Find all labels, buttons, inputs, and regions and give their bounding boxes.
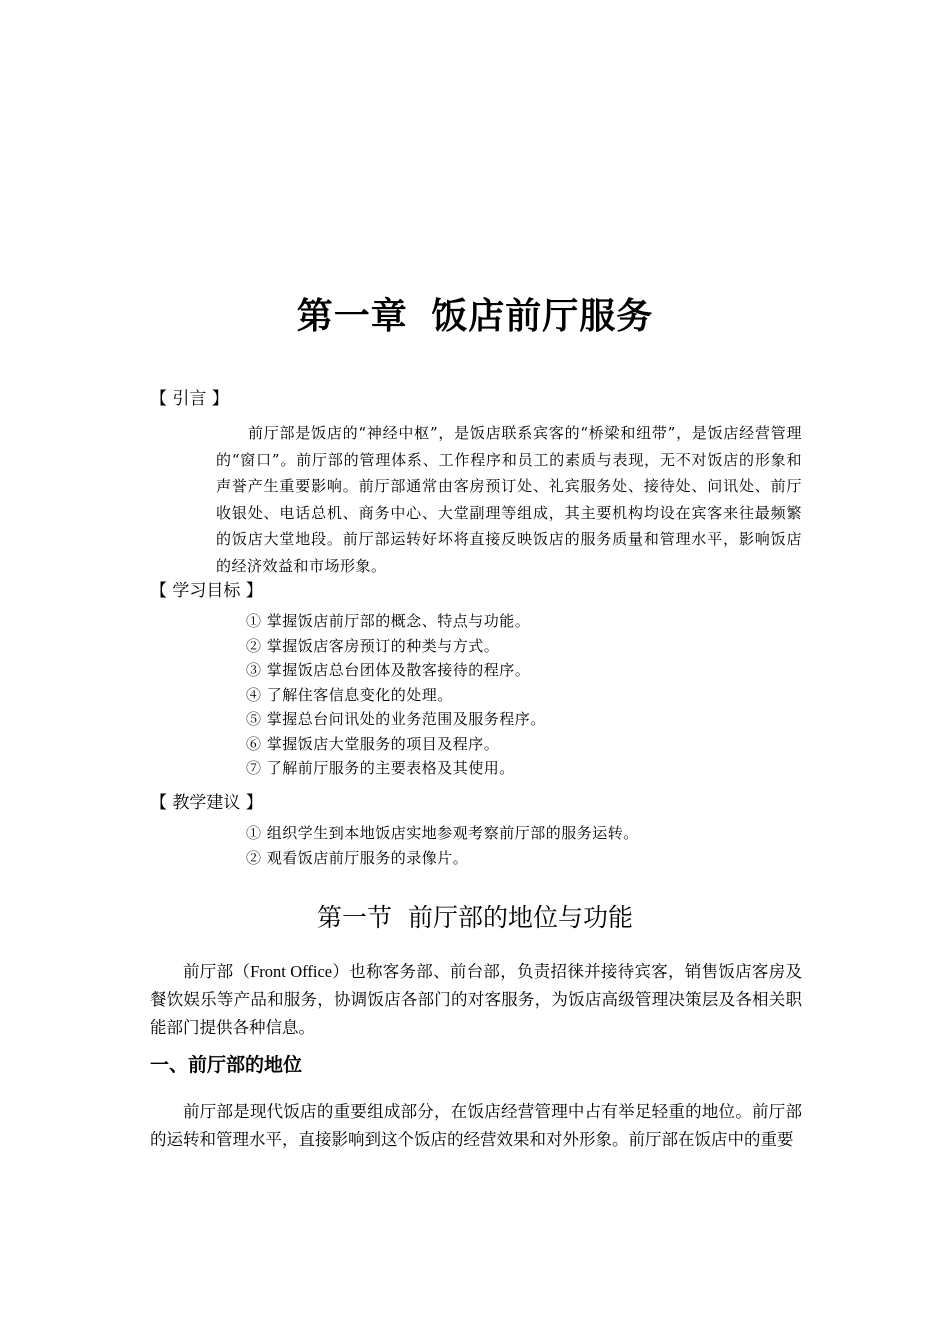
subsection-paragraph: 前厅部是现代饭店的重要组成部分，在饭店经营管理中占有举足轻重的地位。前厅部的运转和管理水平，直接影响到这个饭店的经营效果和对外形象。前厅部在饭店中的重要 xyxy=(150,1102,802,1149)
suggestion-item: ② 观看饭店前厅服务的录像片。 xyxy=(246,848,469,867)
suggestion-item: ① 组织学生到本地饭店实地参观考察前厅部的服务运转。 xyxy=(246,824,639,842)
intro-paragraph: 前厅部是饭店的“神经中枢”，是饭店联系宾客的“桥梁和纽带”，是饭店经营管理的“窗口”。前厅部的管理体系、工作程序和员工的素质与表现，无不对饭店的形象和声誉产生重要影响。前厅部通常由客房预订处、礼宾服务处、接待处、问讯处、前厅收银处、电话总机、商务中心、大堂副理等组成，其主要机构均设在宾客来往最频繁的饭店大堂地段。前厅部运转好坏将直接反映饭店的服务质量和管理水平，影响饭店的经济效益和市场形象。 xyxy=(216,424,802,575)
objectives-heading: 【 学习目标 】 xyxy=(150,581,263,601)
objectives-list xyxy=(246,609,546,781)
objective-item: ⑦ 了解前厅服务的主要表格及其使用。 xyxy=(246,759,515,777)
objective-item: ② 掌握饭店客房预订的种类与方式。 xyxy=(246,636,500,655)
section-title: 第一节 前厅部的地位与功能 xyxy=(317,903,633,932)
objective-item: ③ 掌握饭店总台团体及散客接待的程序。 xyxy=(246,661,531,679)
intro-heading: 【 引言 】 xyxy=(150,389,229,409)
section-paragraph: 前厅部（Front Office）也称客务部、前台部，负责招徕并接待宾客，销售饭店客房及餐饮娱乐等产品和服务，协调饭店各部门的对客服务，为饭店高级管理决策层及各相关职能部门提供各种信息。 xyxy=(150,962,802,1037)
objective-item: ⑥ 掌握饭店大堂服务的项目及程序。 xyxy=(246,734,500,753)
suggestions-list xyxy=(246,821,639,870)
objective-item: ① 掌握饭店前厅部的概念、特点与功能。 xyxy=(246,612,531,630)
chapter-title: 第一章 饭店前厅服务 xyxy=(296,296,654,337)
objective-item: ④ 了解住客信息变化的处理。 xyxy=(246,685,453,704)
suggestions-heading: 【 教学建议 】 xyxy=(150,793,263,813)
subsection-title: 一、前厅部的地位 xyxy=(150,1054,303,1076)
objective-item: ⑤ 掌握总台问讯处的业务范围及服务程序。 xyxy=(246,710,546,728)
